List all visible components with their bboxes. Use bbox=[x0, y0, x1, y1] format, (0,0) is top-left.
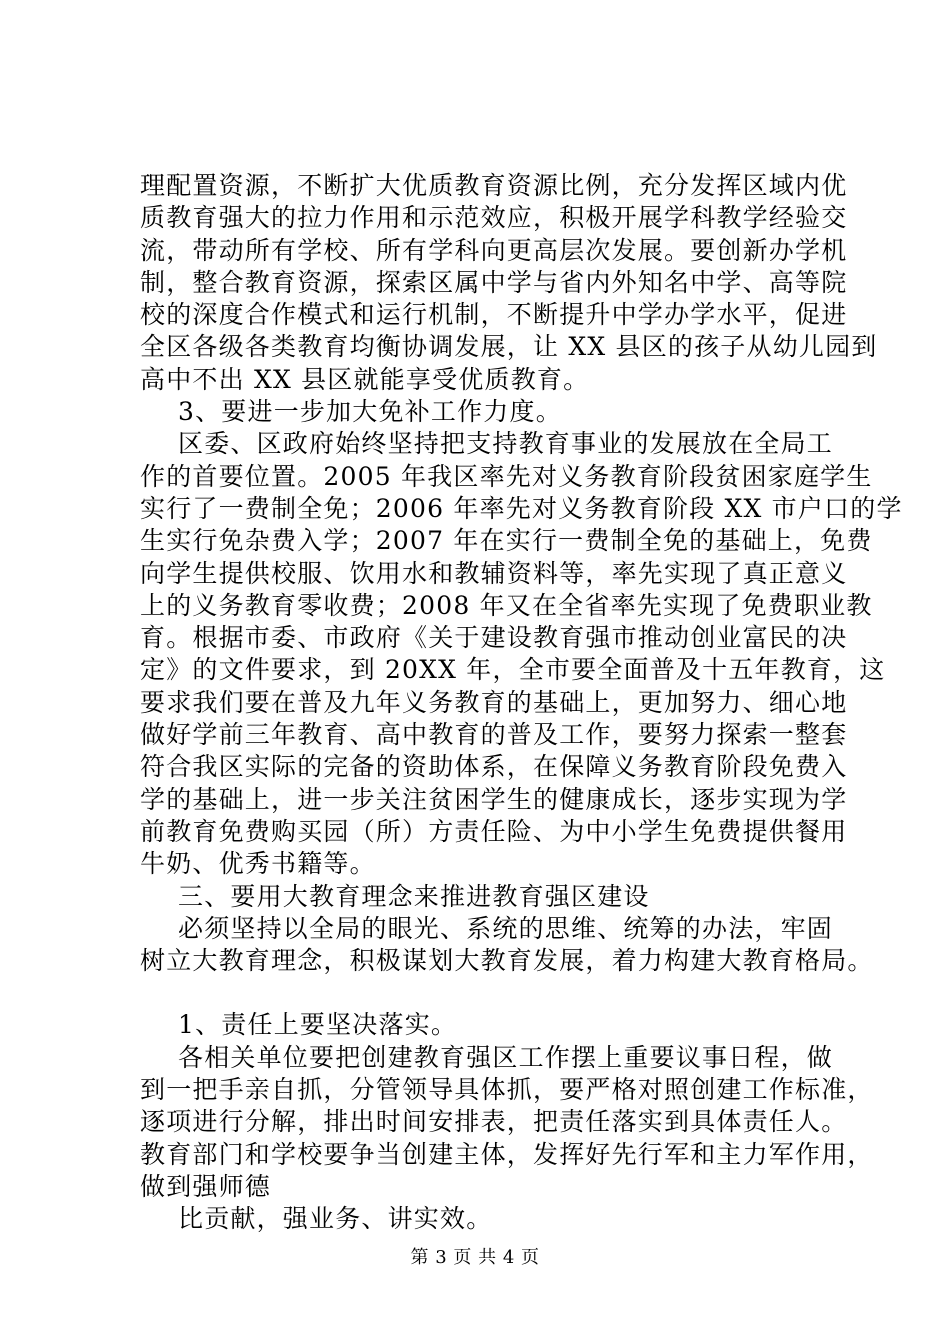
document-body bbox=[140, 170, 903, 1236]
text-line: 前教育免费购买园（所）方责任险、为中小学生免费提供餐用 bbox=[140, 816, 848, 846]
text-line: 流，带动所有学校、所有学科向更高层次发展。要创新办学机 bbox=[140, 235, 848, 265]
text-line: 到一把手亲自抓，分管领导具体抓，要严格对照创建工作标准， bbox=[140, 1075, 874, 1105]
text-line: 做好学前三年教育、高中教育的普及工作，要努力探索一整套 bbox=[140, 720, 848, 750]
text-line: 作的首要位置。2005 年我区率先对义务教育阶段贫困家庭学生 bbox=[140, 461, 873, 491]
text-line: 教育部门和学校要争当创建主体，发挥好先行军和主力军作用， bbox=[140, 1139, 874, 1169]
text-line: 逐项进行分解，排出时间安排表，把责任落实到具体责任人。 bbox=[140, 1107, 848, 1137]
text-line: 牛奶、优秀书籍等。 bbox=[140, 849, 376, 879]
paragraph-block-main bbox=[140, 170, 903, 977]
text-line: 区委、区政府始终坚持把支持教育事业的发展放在全局工 bbox=[178, 429, 834, 459]
text-line: 理配置资源，不断扩大优质教育资源比例，充分发挥区域内优 bbox=[140, 171, 848, 200]
text-line: 1、责任上要坚决落实。 bbox=[178, 1010, 458, 1040]
text-line: 生实行免杂费入学；2007 年在实行一费制全免的基础上，免费 bbox=[140, 526, 873, 556]
text-line: 育。根据市委、市政府《关于建设教育强市推动创业富民的决 bbox=[140, 623, 848, 653]
text-line: 树立大教育理念，积极谋划大教育发展，着力构建大教育格局。 bbox=[140, 946, 874, 976]
text-line: 各相关单位要把创建教育强区工作摆上重要议事日程，做 bbox=[178, 1042, 834, 1072]
text-line: 制，整合教育资源，探索区属中学与省内外知名中学、高等院 bbox=[140, 267, 848, 297]
text-line: 3、要进一步加大免补工作力度。 bbox=[178, 397, 562, 427]
text-line: 全区各级各类教育均衡协调发展，让 XX 县区的孩子从幼儿园到 bbox=[140, 332, 878, 362]
paragraph-block-after-gap bbox=[140, 1009, 874, 1235]
page-number-footer: 第 3 页 共 4 页 bbox=[410, 1247, 540, 1268]
paragraph-gap bbox=[140, 977, 852, 1009]
text-line: 向学生提供校服、饮用水和教辅资料等，率先实现了真正意义 bbox=[140, 558, 848, 588]
text-line: 必须坚持以全局的眼光、系统的思维、统筹的办法，牢固 bbox=[178, 913, 834, 943]
text-line: 要求我们要在普及九年义务教育的基础上，更加努力、细心地 bbox=[140, 687, 848, 717]
text-line: 质教育强大的拉力作用和示范效应，积极开展学科教学经验交 bbox=[140, 203, 848, 233]
text-line: 高中不出 XX 县区就能享受优质教育。 bbox=[140, 364, 590, 394]
text-line: 比贡献，强业务、讲实效。 bbox=[178, 1204, 493, 1234]
text-line: 定》的文件要求，到 20XX 年，全市要全面普及十五年教育，这 bbox=[140, 655, 886, 685]
text-line: 学的基础上，进一步关注贫困学生的健康成长，逐步实现为学 bbox=[140, 784, 848, 814]
text-line: 上的义务教育零收费；2008 年又在全省率先实现了免费职业教 bbox=[140, 590, 873, 620]
text-line: 校的深度合作模式和运行机制，不断提升中学办学水平，促进 bbox=[140, 300, 848, 330]
text-line: 做到强师德 bbox=[140, 1171, 272, 1201]
text-line: 实行了一费制全免；2006 年率先对义务教育阶段 XX 市户口的学 bbox=[140, 493, 903, 523]
text-line: 三、要用大教育理念来推进教育强区建设 bbox=[178, 881, 650, 911]
text-line: 符合我区实际的完备的资助体系，在保障义务教育阶段免费入 bbox=[140, 752, 848, 782]
